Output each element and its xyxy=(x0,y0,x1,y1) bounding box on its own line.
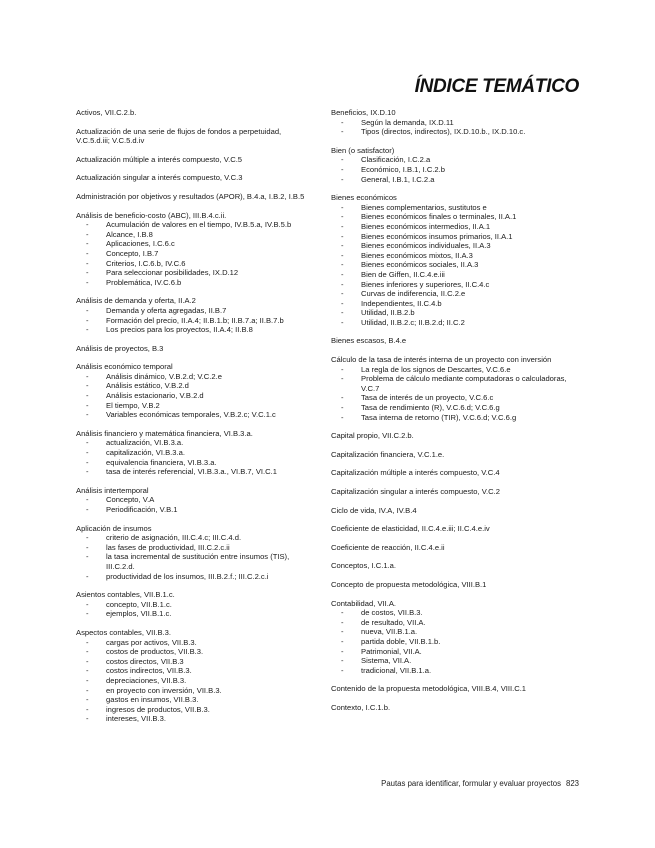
index-entry xyxy=(331,336,581,346)
sub-entry: - criterio de asignación, III.C.4.c; III.C.4.d. xyxy=(86,533,310,543)
sub-entry-list xyxy=(331,155,581,184)
sub-entry: - en proyecto con inversión, VII.B.3. xyxy=(86,686,310,696)
sub-entry: - Bienes económicos finales o terminales, II.A.1 xyxy=(341,212,581,222)
sub-entry-list xyxy=(331,365,581,423)
index-entry xyxy=(76,192,310,202)
sub-entry: - Formación del precio, II.A.4; II.B.1.b; II.B.7.a; II.B.7.b xyxy=(86,316,310,326)
sub-entry: - General, I.B.1, I.C.2.a xyxy=(341,175,581,185)
sub-entry-list xyxy=(76,638,310,724)
index-entry-heading: Análisis de beneficio-costo (ABC), III.B.4.c.ii. xyxy=(76,210,227,220)
index-entry-heading: Capitalización singular a interés compuesto, V.C.2 xyxy=(331,487,500,496)
page-footer xyxy=(381,779,579,788)
index-entry xyxy=(76,362,310,420)
sub-entry: - capitalización, VI.B.3.a. xyxy=(86,448,310,458)
index-entry xyxy=(331,468,581,478)
sub-entry: - Económico, I.B.1, I.C.2.b xyxy=(341,165,581,175)
sub-entry: - Utilidad, II.B.2.b xyxy=(341,308,581,318)
sub-entry: - equivalencia financiera, VI.B.3.a. xyxy=(86,458,310,468)
sub-entry: - depreciaciones, VII.B.3. xyxy=(86,676,310,686)
index-entry-heading: Capitalización múltiple a interés compuesto, V.C.4 xyxy=(331,468,500,478)
index-entry-heading: Capitalización financiera, V.C.1.e. xyxy=(331,449,445,459)
index-entry-heading: Contexto, I.C.1.b. xyxy=(331,702,391,712)
index-entry xyxy=(331,108,581,137)
sub-entry: - Tipos (directos, indirectos), IX.D.10.b., IX.D.10.c. xyxy=(341,127,581,137)
sub-entry: - Problema de cálculo mediante computadoras o calculadoras, V.C.7 xyxy=(341,374,581,393)
index-entry-heading: Aspectos contables, VII.B.3. xyxy=(76,627,171,637)
index-entry-heading: Actualización de una serie de flujos de fondos a perpetuidad, V.C.5.d.iii; V.C.5.d.iv xyxy=(76,126,282,146)
index-entry-heading: Bien (o satisfactor) xyxy=(331,145,395,155)
index-entry-heading: Bienes escasos, B.4.e xyxy=(331,336,407,346)
sub-entry: - Demanda y oferta agregadas, II.B.7 xyxy=(86,306,310,316)
index-entry xyxy=(76,628,310,724)
index-entry xyxy=(331,524,581,534)
sub-entry: - Aplicaciones, I.C.6.c xyxy=(86,239,310,249)
sub-entry: - Bienes complementarios, sustitutos e xyxy=(341,203,581,213)
sub-entry: - Utilidad, II.B.2.c; II.B.2.d; II.C.2 xyxy=(341,318,581,328)
sub-entry: - concepto, VII.B.1.c. xyxy=(86,600,310,610)
index-entry-heading: Análisis financiero y matemática financiera, VI.B.3.a. xyxy=(76,428,253,438)
sub-entry: - Análisis estacionario, V.B.2.d xyxy=(86,391,310,401)
sub-entry: - Periodificación, V.B.1 xyxy=(86,505,310,515)
sub-entry: - El tiempo, V.B.2 xyxy=(86,401,310,411)
sub-entry-list xyxy=(76,533,310,581)
index-entry xyxy=(331,506,581,516)
index-entry xyxy=(331,684,581,694)
index-entry xyxy=(331,703,581,713)
index-entry xyxy=(76,211,310,288)
sub-entry: - Problemática, IV.C.6.b xyxy=(86,278,310,288)
index-entry-heading: Coeficiente de elasticidad, II.C.4.e.iii; II.C.4.e.iv xyxy=(331,524,490,534)
index-entry xyxy=(331,580,581,590)
sub-entry: - Bien de Giffen, II.C.4.e.iii xyxy=(341,270,581,280)
index-entry-heading: Activos, VII.C.2.b. xyxy=(76,108,137,117)
sub-entry: - Concepto, I.B.7 xyxy=(86,249,310,259)
index-entry-heading: Conceptos, I.C.1.a. xyxy=(331,561,397,571)
sub-entry: - Sistema, VII.A. xyxy=(341,656,581,666)
sub-entry: - las fases de productividad, III.C.2.c.ii xyxy=(86,543,310,553)
sub-entry-list xyxy=(76,220,310,287)
index-entry-heading: Cálculo de la tasa de interés interna de un proyecto con inversión xyxy=(331,355,552,365)
footer-text: Pautas para identificar, formular y evaluar proyectos xyxy=(381,779,561,788)
index-entry-heading: Actualización singular a interés compuesto, V.C.3 xyxy=(76,173,243,183)
sub-entry: - Variables económicas temporales, V.B.2.c; V.C.1.c xyxy=(86,410,310,420)
index-entry xyxy=(331,355,581,422)
page-number: 823 xyxy=(565,779,579,788)
index-entry xyxy=(76,173,310,183)
sub-entry: - costos directos, VII.B.3 xyxy=(86,657,310,667)
sub-entry: - Bienes económicos mixtos, II.A.3 xyxy=(341,251,581,261)
index-column-right xyxy=(331,108,581,722)
sub-entry-list xyxy=(76,438,310,476)
index-entry xyxy=(331,193,581,327)
sub-entry-list xyxy=(331,203,581,328)
index-entry-heading: Asientos contables, VII.B.1.c. xyxy=(76,590,175,600)
index-entry-heading: Análisis intertemporal xyxy=(76,485,149,495)
index-entry-heading: Coeficiente de reacción, II.C.4.e.ii xyxy=(331,542,445,552)
index-entry xyxy=(76,486,310,515)
sub-entry: - Bienes económicos intermedios, II.A.1 xyxy=(341,222,581,232)
index-entry xyxy=(331,146,581,184)
sub-entry: - gastos en insumos, VII.B.3. xyxy=(86,695,310,705)
index-entry-heading: Contabilidad, VII.A. xyxy=(331,598,397,608)
index-entry xyxy=(331,599,581,676)
index-entry xyxy=(331,450,581,460)
index-entry xyxy=(76,108,310,118)
sub-entry-list xyxy=(76,372,310,420)
index-entry xyxy=(331,561,581,571)
sub-entry-list xyxy=(76,600,310,619)
sub-entry: - Patrimonial, VII.A. xyxy=(341,647,581,657)
sub-entry: - la tasa incremental de sustitución entre insumos (TIS), III.C.2.d. xyxy=(86,552,310,571)
sub-entry: - Tasa de rendimiento (R), V.C.6.d; V.C.6.g xyxy=(341,403,581,413)
index-entry-heading: Análisis económico temporal xyxy=(76,362,173,372)
index-entry xyxy=(76,155,310,165)
sub-entry-list xyxy=(331,608,581,675)
index-entry-heading: Bienes económicos xyxy=(331,193,397,203)
sub-entry: - Criterios, I.C.6.b, IV.C.6 xyxy=(86,259,310,269)
sub-entry: - Bienes económicos individuales, II.A.3 xyxy=(341,241,581,251)
sub-entry: - tasa de interés referencial, VI.B.3.a., VI.B.7, VI.C.1 xyxy=(86,467,310,477)
sub-entry: - Bienes inferiores y superiores, II.C.4.c xyxy=(341,280,581,290)
index-entry xyxy=(76,127,310,146)
sub-entry: - Alcance, I.B.8 xyxy=(86,230,310,240)
sub-entry: - Curvas de indiferencia, II.C.2.e xyxy=(341,289,581,299)
sub-entry: - Los precios para los proyectos, II.A.4; II.B.8 xyxy=(86,325,310,335)
index-entry-heading: Contenido de la propuesta metodológica, VIII.B.4, VIII.C.1 xyxy=(331,684,527,694)
sub-entry: - ingresos de productos, VII.B.3. xyxy=(86,705,310,715)
index-entry xyxy=(331,487,581,497)
sub-entry: - nueva, VII.B.1.a. xyxy=(341,627,581,637)
index-column-left xyxy=(76,108,310,733)
sub-entry: - productividad de los insumos, III.B.2.f.; III.C.2.c.i xyxy=(86,572,310,582)
sub-entry: - partida doble, VII.B.1.b. xyxy=(341,637,581,647)
sub-entry: - Para seleccionar posibilidades, IX.D.12 xyxy=(86,268,310,278)
sub-entry-list xyxy=(76,306,310,335)
sub-entry: - de resultado, VII.A. xyxy=(341,618,581,628)
sub-entry: - intereses, VII.B.3. xyxy=(86,714,310,724)
sub-entry: - costos de productos, VII.B.3. xyxy=(86,647,310,657)
sub-entry: - Concepto, V.A xyxy=(86,495,310,505)
index-entry xyxy=(331,543,581,553)
index-entry xyxy=(331,431,581,441)
sub-entry: - de costos, VII.B.3. xyxy=(341,608,581,618)
index-entry xyxy=(76,524,310,582)
sub-entry: - Clasificación, I.C.2.a xyxy=(341,155,581,165)
index-entry-heading: Concepto de propuesta metodológica, VIII.B.1 xyxy=(331,579,487,589)
sub-entry: - actualización, VI.B.3.a. xyxy=(86,438,310,448)
sub-entry-list xyxy=(331,118,581,137)
sub-entry: - costos indirectos, VII.B.3. xyxy=(86,666,310,676)
sub-entry: - La regla de los signos de Descartes, V.C.6.e xyxy=(341,365,581,375)
index-entry-heading: Actualización múltiple a interés compuesto, V.C.5 xyxy=(76,154,243,164)
sub-entry: - Acumulación de valores en el tiempo, IV.B.5.a, IV.B.5.b xyxy=(86,220,310,230)
index-entry-heading: Beneficios, IX.D.10 xyxy=(331,108,396,117)
index-entry-heading: Aplicación de insumos xyxy=(76,523,152,533)
sub-entry: - Independientes, II.C.4.b xyxy=(341,299,581,309)
index-entry-heading: Administración por objetivos y resultados (APOR), B.4.a, I.B.2, I.B.5 xyxy=(76,191,305,201)
index-entry-heading: Capital propio, VII.C.2.b. xyxy=(331,431,414,441)
sub-entry: - Bienes económicos insumos primarios, II.A.1 xyxy=(341,232,581,242)
sub-entry: - Análisis estático, V.B.2.d xyxy=(86,381,310,391)
index-entry xyxy=(76,590,310,619)
index-entry-heading: Análisis de proyectos, B.3 xyxy=(76,343,164,353)
page-title: ÍNDICE TEMÁTICO xyxy=(414,76,579,97)
sub-entry: - tradicional, VII.B.1.a. xyxy=(341,666,581,676)
sub-entry: - cargas por activos, VII.B.3. xyxy=(86,638,310,648)
index-entry-heading: Análisis de demanda y oferta, II.A.2 xyxy=(76,296,196,306)
sub-entry: - Análisis dinámico, V.B.2.d; V.C.2.e xyxy=(86,372,310,382)
index-entry-heading: Ciclo de vida, IV.A, IV.B.4 xyxy=(331,505,417,515)
index-entry xyxy=(76,344,310,354)
sub-entry: - Según la demanda, IX.D.11 xyxy=(341,118,581,128)
index-entry xyxy=(76,429,310,477)
sub-entry: - Tasa de interés de un proyecto, V.C.6.c xyxy=(341,393,581,403)
index-entry xyxy=(76,296,310,334)
sub-entry: - ejemplos, VII.B.1.c. xyxy=(86,609,310,619)
sub-entry: - Tasa interna de retorno (TIR), V.C.6.d; V.C.6.g xyxy=(341,413,581,423)
sub-entry: - Bienes económicos sociales, II.A.3 xyxy=(341,260,581,270)
sub-entry-list xyxy=(76,495,310,514)
